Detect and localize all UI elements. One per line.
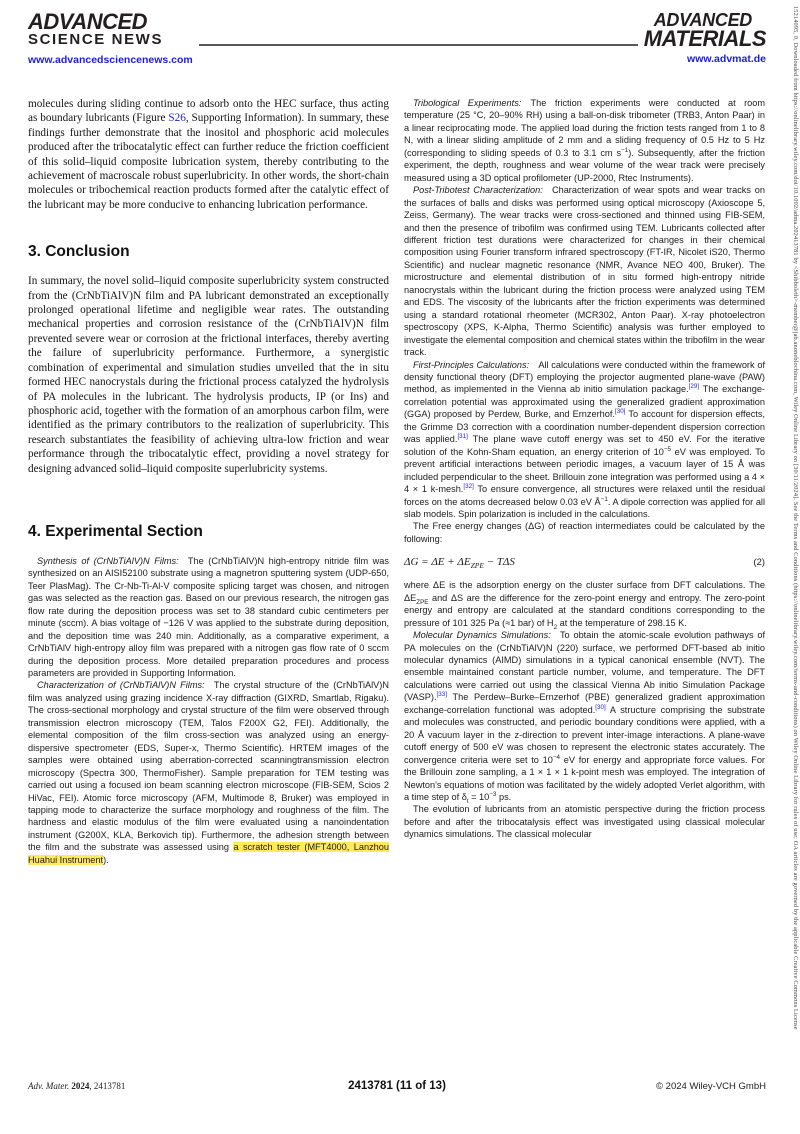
paragraph-tribological-experiments: Tribological Experiments: The friction experiments were conducted at room temperature (25 °C, 20–90% RH) using a ball-on-disk tribometer (TRB3, Anton Paar) in a linear reciprocating mode. The applied load during the friction tests ranged from 1 to 8 N, with a linear sliding amplitude of 2 mm and a sliding frequency of 0.5 Hz to 5 Hz (corresponding to sliding speeds of 0.3 to 3.1 cm $s^{-1}$). Subsequently, after the friction experiment, the depth, roughness and wear volume of the wear track were precisely measured using a 3D optical profilometer (UP-2000, Rtec Instruments). — [404, 98, 766, 183]
paragraph-characterization: Characterization of (CrNbTiAlV)N Films: The crystal structure of the (CrNbTiAlV)N film was analyzed using grazing incidence X-ray diffraction (GIXRD, Smartlab, Rigaku). The cross-sectional morphology and crystal structure of the film were observed through transmission electron microscopy (TEM, Talos F200X G2, FEI). Additionally, the elemental composition of the film cross-section was analyzed using an energy-dispersive spectrometer (EDS, Super-x, Thermo Scientific). HRTEM images of the samples were obtained using aberration-corrected scanningtransmission electron microscopy (Spectra 300, ThermoFisher). Sample preparation for TEM testing was carried out using a focused ion beam scanning electron microscope (FIB-SEM, Scios 2 HiVac, FEI). Atomic force microscopy (AFM, Multimode 8, Bruker) was employed in tapping mode to characterize the surface morphology and roughness of the film. The hardness and elastic modulus of the film were evaluated using a nanoindentation instrument (G200X, KLA, Berkovich tip). Furthermore, the adhesion strength between the film and the substrate was assessed using a scratch tester (MFT4000, Lanzhou Huahui Instrument). — [28, 680, 389, 865]
download-license-sidebar-text: 15214095, 0, Downloaded from https://onlinelibrary.wiley.com/doi/10.1002/adma.202413781 by <Shibboleth>-member@jab.anoneblochina.com, Wiley Online Library on [30/11/2024]. See the Terms and Conditions (https://onlinelibrary.wiley.com/terms-and-conditions) on Wiley Online Library for rules of use; OA articles are governed by the applicable Creative Commons License — [792, 6, 799, 1030]
logo-line-advanced: ADVANCED — [653, 10, 752, 30]
advmat-url-link[interactable]: www.advmat.de — [687, 53, 766, 65]
advanced-science-news-logo — [28, 9, 193, 68]
page-header — [28, 9, 766, 68]
paragraph-first-principles: First-Principles Calculations: All calculations were conducted within the framework of density functional theory (DFT) employing the projector augmented plane-wave (PAW) method, as implemented in the Vienna ab initio simulation package.[29] The exchange-correlation potential was approximated using the generalized gradient approximation (GGA) proposed by Perdew, Burke, and Ernzerhof.[30] To account for dispersion effects, the Grimme D3 correction with a coordination number-dependent dispersion correction was applied.[31] The plane wave cutoff energy was set to 450 eV. For the iterative solution of the Kohn-Sham equation, an energy criterion of $10^{-5}$ eV was employed. To prevent artificial interactions between periodic images, a vacuum layer of 15 Å was included perpendicular to the sheet. Brillouin zone integration was performed using a 4 × 4 × 1 k-mesh.[32] To ensure convergence, all structures were relaxed until the residual forces on the atoms decreased below 0.03 eV $Å^{-1}$. A dipole correction was applied for all slab models. Spin polarization is included in the calculations. — [404, 359, 766, 519]
paragraph-where-definitions: where ΔE is the adsorption energy on the cluster surface from DFT calculations. The $\Delta E_{ZPE}$ and ΔS are the difference for the zero-point energy and entropy. The zero-point energy and entropy are calculated at the standard conditions corresponding to the pressure of 101 325 Pa (≈1 bar) of $H_2$ at the temperature of 298.15 K. — [404, 580, 765, 631]
header-divider — [199, 12, 638, 46]
left-column — [28, 97, 389, 866]
equation-body: $\Delta G = \Delta E + \Delta E_{ZPE} - T\Delta S$ — [404, 556, 515, 571]
footer-citation: Adv. Mater. 2024, 2413781 — [28, 1081, 126, 1091]
advanced-materials-logo — [644, 12, 766, 67]
right-column — [404, 97, 765, 841]
equation-2 — [404, 556, 765, 571]
logo-line-materials: MATERIALS — [643, 26, 766, 51]
footer-copyright: © 2024 Wiley-VCH GmbH — [656, 1081, 766, 1092]
heading-conclusion: 3. Conclusion — [28, 243, 130, 261]
paragraph-molecular-dynamics: Molecular Dynamics Simulations: To obtain the atomic-scale evolution pathways of PA molecules on the (CrNbTiAlV)N (220) surface, we performed DFT-based ab initio molecular dynamics (AIMD) simulations in a typical canonical ensemble (NVT). The ensemble maintained constant particle number, volume, and temperature. The DFT calculations were carried out using the classical Vienna Ab initio Simulation Package (VASP).[33] The Perdew–Burke–Ernzerhof (PBE) generalized gradient approximation exchange-correlation functional was adopted.[30] A structure comprising the substrate and molecules was constructed, and periodic boundary conditions were applied, with a 20 Å vacuum layer in the z-direction to prevent inter-image interactions. A plane-wave cutoff energy of 500 eV was chosen to represent the electronic states accurately. The convergence criteria were set to $10^{-4}$ eV for energy and appropriate force values. For the Brillouin zone sampling, a 1 × 1 × 1 k-point mesh was employed. The integration of Newton's equations of motion was facilitated by the widely adopted Verlet algorithm, with a time step of $\delta_t = 10^{-3}$ ps. — [404, 630, 765, 805]
paragraph-intro-continuation: molecules during sliding continue to adsorb onto the HEC surface, thus acting as boundary lubricants (Figure S26, Supporting Information). In summary, these findings further demonstrate that the inositol and phosphoric acid molecules produced after the tribocatalytic effect can further reduce the friction coefficient of this solid–liquid composite lubrication system, thereby contributing to the achievement of macroscale robust superlubricity. In other words, the short-chain molecules or tribochemical reaction products formed after the catalytic effect of the lubricant may be more conducive to enhancing lubrication performance. — [28, 98, 390, 211]
logo-line-advanced: ADVANCED — [28, 9, 148, 34]
equation-number: (2) — [753, 556, 765, 568]
advancedsciencenews-url-link[interactable]: www.advancedsciencenews.com — [28, 54, 193, 66]
paragraph-post-tribotest: Post-Tribotest Characterization: Characterization of wear spots and wear tracks on the surfaces of balls and disks was performed using optical microscopy (Axioscope 5, Zeiss, Germany). The wear tracks were cross-sectioned and thinned using FIB-SEM, and then the presence of tribofilm was confirmed using TEM. Lubricants collected after different friction test durations were characterized for changes in their chemical composition using Fourier transform infrared spectroscopy (FT-IR, Nicolet iS20, Thermo Scientific) and nuclear magnetic resonance (NMR, Avance NEO 400, Bruker). The microstructure and elemental distribution of in situ formed high-entropy nitride nanocrystals within the lubricant during the friction process were analyzed using TEM and EDS. The viscosity of the lubricants after the friction experiments was determined using a standard rotational rheometer (MCR302, Anton Paar). X-ray photoelectron spectroscopy (XPS, K-Alpha, Thermo Scientific) analysis was further employed to investigate the elemental composition and chemical states within the tribofilm in the wear track. — [404, 185, 765, 358]
paragraph-synthesis: Synthesis of (CrNbTiAlV)N Films: The (CrNbTiAlV)N high-entropy nitride film was synthesized on an AISI52100 substrate using a magnetron sputtering system (UDP-650, Teer PlasMag). The Cr-Nb-Ti-Al-V composite splicing target was chosen, and nitrogen gas was selected as the reaction gas. Based on our previous research, the nitrogen gas flow rate during the deposition process was set to 38 standard cubic centimeters per minute (sccm). A bias voltage of −126 V was applied to the substrate during deposition, and the deposition time was 240 min. Additionally, as a comparative experiment, a CrNbTiAlV high-entropy alloy film was prepared with a nitrogen gas flow rate of 0 sccm during the deposition process. More detailed preparation procedures and process parameters are provided in Supporting Information. — [28, 555, 389, 679]
paragraph-conclusion: In summary, the novel solid–liquid composite superlubricity system constructed from the (CrNbTiAlV)N film and PA lubricant demonstrated an exceptionally prolonged operational lifetime and negligible wear rates. The outstanding mechanical properties and corrosion resistance of the (CrNbTiAlV)N film prevented severe wear or corrosion at the frictional interfaces, thereby averting the failure of superlubricity performance. Furthermore, a synergistic combination of experimental and simulation studies unveiled that the in situ formed HEC nanocrystals during the frictional process catalyzed the hydrolysis of PA molecules in the lubricant. The hydrolysis products, IP (or Ins) and phosphoric acid, together with the formation of an amorphous carbon film, were identified as the primary contributors to the realization of superlubricity. This research substantiates the feasibility of achieving ultra-low friction and wear performance through the tribocatalytic effect, providing a novel strategy for designing advanced solid–liquid composite superlubricity systems. — [28, 275, 389, 475]
paragraph-lubricant-evolution: The evolution of lubricants from an atomistic perspective during the friction process before and after the tribocatalysis effect was investigated using classical molecular dynamics simulations. The classical molecular — [404, 804, 765, 840]
page-footer — [28, 1080, 766, 1092]
footer-page-number: 2413781 (11 of 13) — [348, 1080, 446, 1092]
heading-experimental-section: 4. Experimental Section — [28, 522, 203, 540]
paragraph-free-energy-intro: The Free energy changes (ΔG) of reaction intermediates could be calculated by the following: — [404, 521, 765, 544]
logo-line-science-news: SCIENCE NEWS — [28, 31, 164, 48]
